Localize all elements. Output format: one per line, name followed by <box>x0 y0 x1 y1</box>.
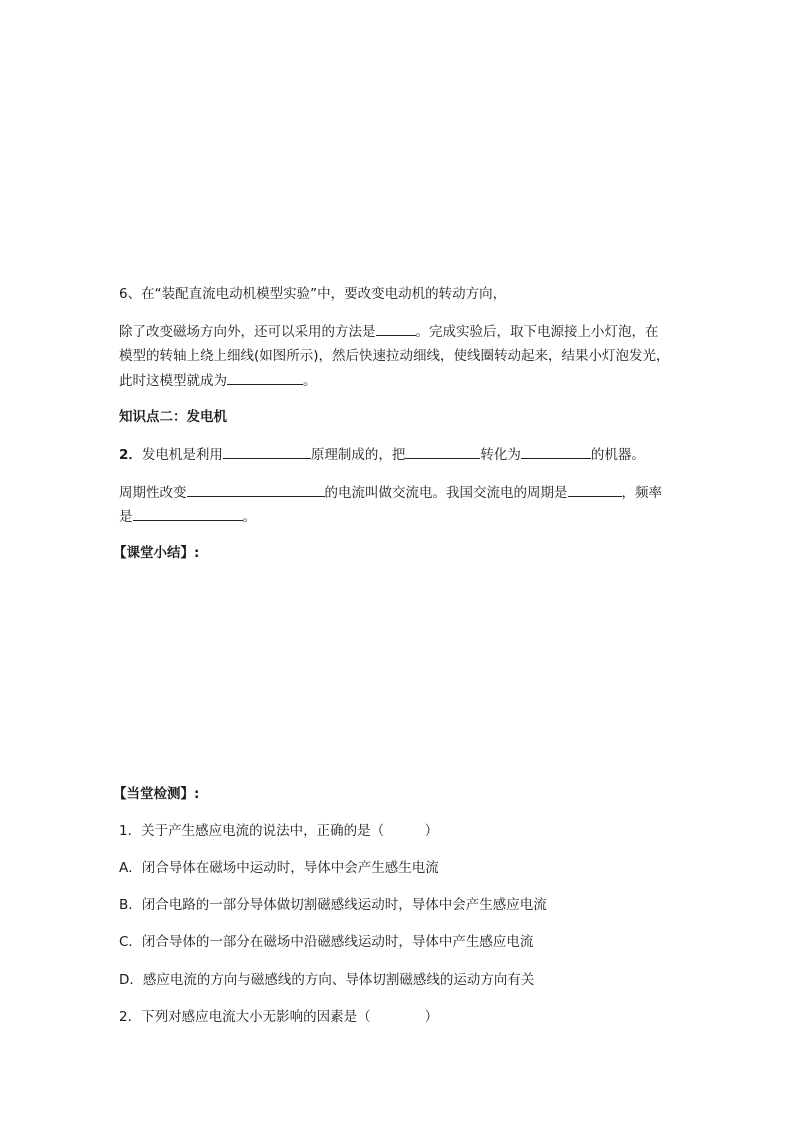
alternating-current-line-2: 是 。 <box>119 506 256 527</box>
in-class-check-heading: 【当堂检测】: <box>113 786 200 802</box>
option-b: B．闭合电路的一部分导体做切割磁感线运动时，导体中会产生感应电流 <box>119 897 547 913</box>
question-6-line-2: 除了改变磁场方向外，还可以采用的方法是 。完成实验后，取下电源接上小灯泡，在 <box>119 321 659 342</box>
answer-blank[interactable] <box>376 321 416 336</box>
check-question-1: 1．关于产生感应电流的说法中，正确的是（ ） <box>119 823 439 839</box>
option-c: C．闭合导体的一部分在磁场中沿磁感线运动时，导体中产生感应电流 <box>119 934 534 950</box>
option-a: A．闭合导体在磁场中运动时，导体中会产生感生电流 <box>119 860 439 876</box>
check-question-2: 2．下列对感应电流大小无影响的因素是（ ） <box>119 1009 439 1025</box>
alternating-current-line-1: 周期性改变 的电流叫做交流电。我国交流电的周期是 ，频率 <box>119 482 662 503</box>
answer-blank[interactable] <box>568 482 622 497</box>
answer-blank[interactable] <box>405 444 480 459</box>
question-6-line-4: 此时这模型就成为 。 <box>119 370 317 391</box>
answer-blank[interactable] <box>133 506 243 521</box>
answer-blank[interactable] <box>223 444 311 459</box>
answer-blank[interactable] <box>187 482 325 497</box>
generator-question: 2．发电机是利用 原理制成的，把 转化为 的机器。 <box>119 444 645 465</box>
class-summary-heading: 【课堂小结】: <box>113 545 200 561</box>
answer-blank[interactable] <box>227 370 303 385</box>
answer-blank[interactable] <box>521 444 591 459</box>
question-6-line-3: 模型的转轴上绕上细线(如图所示)，然后快速拉动细线，使线圈转动起来，结果小灯泡发光， <box>119 348 670 364</box>
option-d: D．感应电流的方向与磁感线的方向、导体切割磁感线的运动方向有关 <box>119 972 535 988</box>
question-6-line-1: 6、在“装配直流电动机模型实验”中，要改变电动机的转动方向， <box>119 286 507 302</box>
knowledge-point-2-heading: 知识点二：发电机 <box>119 409 227 425</box>
